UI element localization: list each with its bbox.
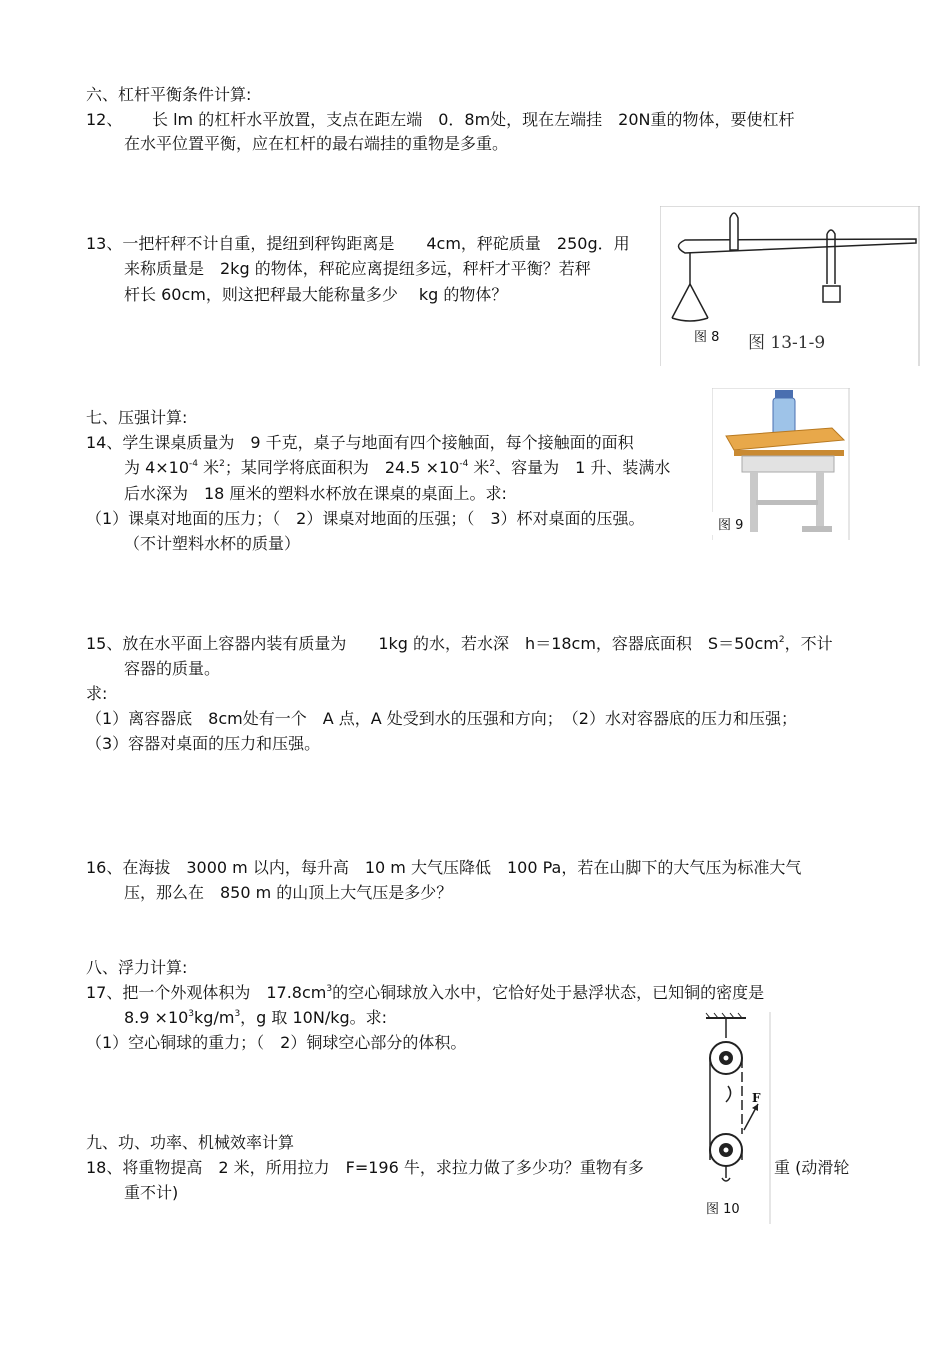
- q16-line1: 16、在海拔 3000 m 以内，每升高 10 m 大气压降低 100 Pa，若在山脚下的大气压为标准大气: [86, 858, 802, 877]
- q18-line2: 重不计): [124, 1183, 179, 1202]
- section-8-heading: 八、浮力计算:: [86, 958, 188, 977]
- q15-line3: 求:: [86, 684, 108, 703]
- section-9-heading: 九、功、功率、机械效率计算: [86, 1133, 295, 1152]
- q13-line1: 13、一把杆秤不计自重，提纽到秤钩距离是 4cm，秤砣质量 250g．用: [86, 234, 630, 253]
- pulley-drawing: [700, 1012, 772, 1224]
- q14-line5: （不计塑料水杯的质量）: [124, 534, 301, 553]
- figure-10-force-label: F: [752, 1091, 761, 1105]
- q15-line4: （1）离容器底 8cm处有一个 A 点，A 处受到水的压强和方向； （2）水对容器底的压力和压强；: [86, 709, 797, 728]
- q18-line1b: 重 (动滑轮: [774, 1158, 850, 1177]
- figure-9-caption: 图 9: [712, 512, 749, 535]
- figure-8-steelyard: [660, 206, 920, 366]
- q12-number: 12、: [86, 110, 123, 129]
- section-6-heading: 六、杠杆平衡条件计算:: [86, 85, 252, 104]
- q14-line4: （1）课桌对地面的压力；（ 2）课桌对地面的压强；（ 3）杯对桌面的压强。: [86, 509, 645, 528]
- q14-line2: 为 $4\times 10^{-4}$ 米$^2$；某同学将底面积为 $24.5 \times 10^{-4}$ 米$^2$、容量为 1 升、装满水: [124, 458, 671, 477]
- figure-9-desk: [712, 388, 850, 540]
- figure-10-pulley: [700, 1012, 772, 1224]
- figure-8-caption: 图 8: [688, 324, 725, 347]
- q13-line3: 杆长 60cm，则这把秤最大能称量多少 kg 的物体？: [124, 285, 508, 304]
- q13-line2: 来称质量是 2kg 的物体，秤砣应离提纽多远，秤杆才平衡？若秤: [124, 259, 591, 278]
- q15-line1: 15、放在水平面上容器内装有质量为 1kg 的水，若水深 h＝18cm，容器底面积 $S=50cm^2$，不计: [86, 634, 833, 653]
- q16-line2: 压，那么在 850 m 的山顶上大气压是多少？: [124, 883, 453, 902]
- figure-8-book-label: 图 13-1-9: [748, 333, 826, 353]
- q12-line2: 在水平位置平衡，应在杠杆的最右端挂的重物是多重。: [124, 134, 509, 153]
- q18-line1a: 18、将重物提高 2 米，所用拉力 F=196 牛，求拉力做了多少功？重物有多: [86, 1158, 644, 1177]
- q15-line2: 容器的质量。: [124, 659, 221, 678]
- section-7-heading: 七、压强计算:: [86, 408, 188, 427]
- q14-line3: 后水深为 18 厘米的塑料水杯放在课桌的桌面上。求:: [124, 484, 507, 503]
- q17-line2: $8.9 \times 10^3kg/m^3$，g 取 10N/kg。求:: [124, 1008, 388, 1027]
- q17-line1: 17、把一个外观体积为 $17.8cm^3$的空心铜球放入水中，它恰好处于悬浮状态，已知铜的密度是: [86, 983, 765, 1002]
- figure-10-caption: 图 10: [700, 1196, 746, 1219]
- q15-line5: （3）容器对桌面的压力和压强。: [86, 734, 321, 753]
- q14-line1: 14、学生课桌质量为 9 千克，桌子与地面有四个接触面，每个接触面的面积: [86, 433, 634, 452]
- q12-line1: 长 lm 的杠杆水平放置，支点在距左端 0．8m处，现在左端挂 20N重的物体，要使杠杆: [152, 110, 795, 129]
- q17-line3: （1）空心铜球的重力；（ 2）铜球空心部分的体积。: [86, 1033, 467, 1052]
